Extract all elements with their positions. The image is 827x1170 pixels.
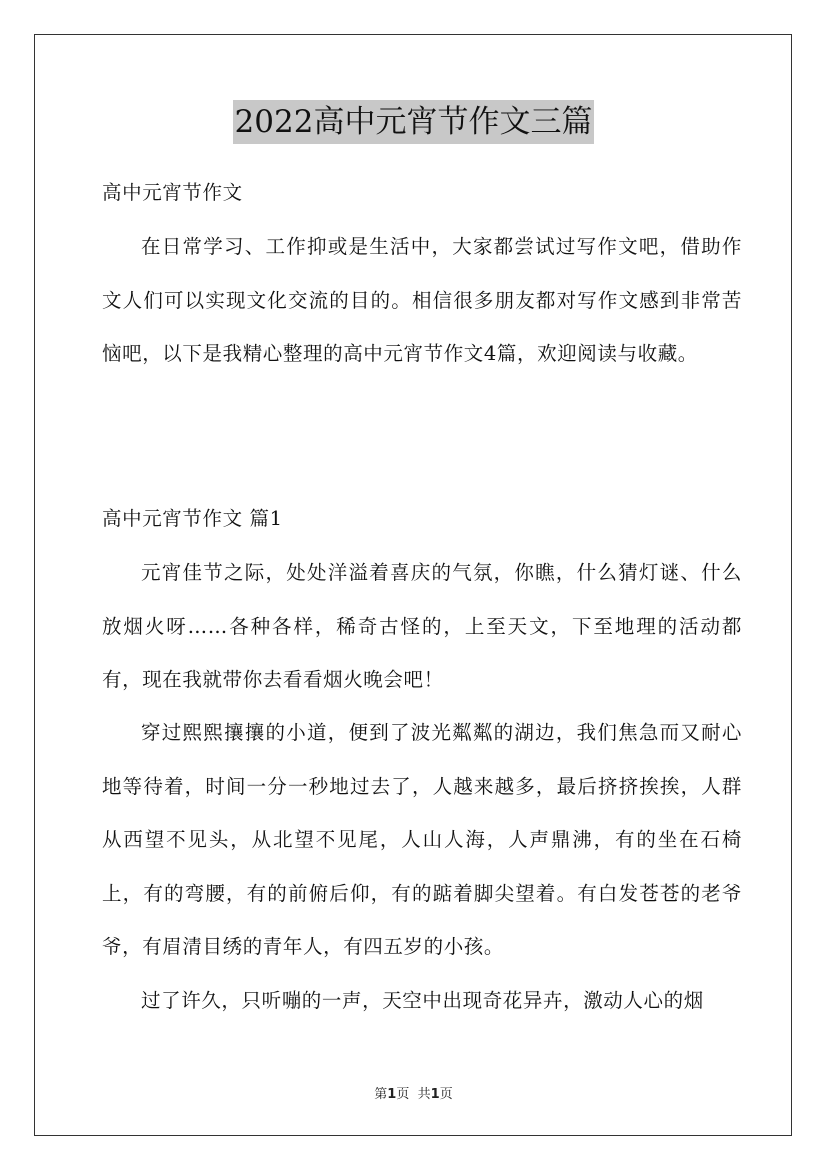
- total-label-prefix: 共: [417, 1087, 431, 1102]
- document-title: 2022高中元宵节作文三篇: [233, 100, 595, 144]
- page-label-unit: 页: [396, 1087, 410, 1102]
- section-heading: 高中元宵节作文: [102, 181, 243, 204]
- title-container: [0, 100, 827, 144]
- total-label-unit: 页: [439, 1087, 453, 1102]
- page-label-prefix: 第: [374, 1087, 388, 1102]
- body-paragraph: 过了许久，只听嘣的一声，天空中出现奇花异卉，激动人心的烟: [141, 989, 704, 1012]
- section-heading-part-1: 高中元宵节作文 篇1: [102, 507, 283, 530]
- page-number: 1: [387, 1087, 397, 1102]
- page-total: 1: [430, 1087, 440, 1102]
- body-paragraph: 穿过熙熙攘攘的小道，便到了波光粼粼的湖边，我们焦急而又耐心地等待着，时间一分一秒地过去了，人越来越多，最后挤挤挨挨，人群从西望不见头，从北望不见尾，人山人海，人声鼎沸，有的坐在石椅上，有的弯腰，有的前俯后仰，有的踮着脚尖望着。有白发苍苍的老爷爷，有眉清目绣的青年人，有四五岁的小孩。: [102, 721, 742, 958]
- intro-paragraph: 在日常学习、工作抑或是生活中，大家都尝试过写作文吧，借助作文人们可以实现文化交流的目的。相信很多朋友都对写作文感到非常苦恼吧，以下是我精心整理的高中元宵节作文4篇，欢迎阅读与收藏。: [102, 235, 742, 365]
- body-paragraph: 元宵佳节之际，处处洋溢着喜庆的气氛，你瞧，什么猜灯谜、什么放烟火呀……各种各样，稀奇古怪的，上至天文，下至地理的活动都有，现在我就带你去看看烟火晚会吧！: [102, 561, 742, 691]
- page-footer: [0, 1083, 827, 1102]
